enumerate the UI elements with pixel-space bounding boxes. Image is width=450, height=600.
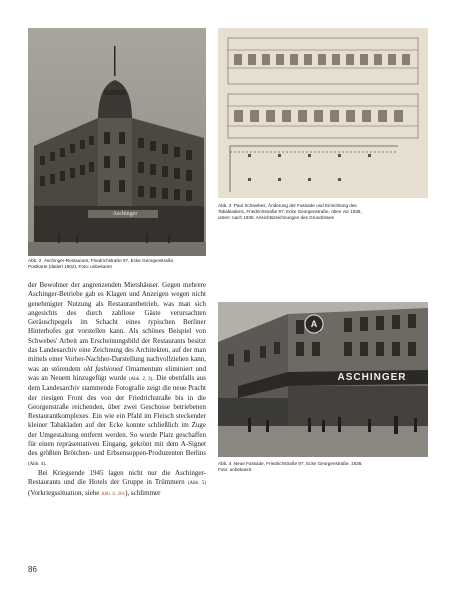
text-run: . Die ebenfalls aus dem Landesarchiv stammende Fotografie zeigt die neue Pracht der riesigen Front des von der Friedrichstraße bis in die Georgenstraße reichenden, über zwei Geschosse betriebenen Restaurantkomplexes. Ein wie ein Pfahl im Fleisch steckender kleiner Tabakladen auf der Ecke konnte schließlich im Zuge der Umgestaltung entfernt werden. So wurde Platz geschaffen für einen repräsentativen Eingang, gekrönt mit dem A-Signet des größten Brötchen- und Erbsensuppen-Produzenten Berlins [28, 373, 206, 458]
figure-reference: (Abb. 2, 3) [128, 376, 153, 382]
figure-label: Abb. 3 [218, 203, 232, 208]
aschinger-sign-text: ASCHINGER [337, 372, 407, 383]
figure-abb4-caption [218, 461, 428, 473]
text-run: der Bewohner der angrenzenden Mietshäuser. Gegen mehrere Aschinger-Betriebe gab es Klagen und Anzeigen wegen nicht genehmigter Nutzung als Restaurantbetrieb, was man sich angesichts des durch zahllose Gäste verursachten Geräuschpegels im Schacht eines typischen Berliner Hinterhofes gut vorstellen kann. Als schönes Beispiel von Schwebes' Arbeit am Erscheinungsbild der Restaurants besitzt das Landesarchiv eine Zeichnung des Architekten, auf der man mittels einer Vorher-Nachher-Darstellung nachvollziehen kann, was an störendem [28, 281, 206, 373]
text-run: ), schlimmer [125, 488, 161, 497]
shop-sign-text: Aschinger [112, 211, 138, 217]
figure-label: Abb. 2 [28, 258, 42, 263]
caption-text: Paul Schwebes, Änderung der Fassade und Einrichtung des Tabakladens, Friedrichstraße 97, Ecke Georgenstraße, oben vor 1936, unten: nach 1936, Ansichtszeichnungen des Grundrisses [218, 203, 362, 220]
page-reference-link[interactable]: Abb. S. 201 [101, 491, 126, 497]
aschinger-logo: A [310, 319, 318, 329]
figure-abb4-photo [218, 302, 428, 457]
text-run: Ornamentum eliminiert und was an Neuem hinzugefügt wurde [28, 364, 207, 382]
text-run: . [44, 458, 47, 467]
figure-abb3-drawing [218, 28, 428, 198]
figure-reference: (Abb. 5) [187, 481, 206, 487]
italic-term: old fashioned [83, 364, 123, 373]
text-run: Bei Kriegsende 1945 lagen nicht nur die Aschinger-Restaurants und die Hotels der Gruppe in Trümmern [28, 468, 206, 487]
figure-abb2-photo [28, 28, 206, 256]
figure-reference: (Abb. 4) [28, 461, 45, 467]
page-number: 86 [28, 565, 37, 574]
caption-text: Aschinger-Restaurant, Friedrichstraße 97, Ecke Georgenstraße, Postkarte (datiert 1902). Foto: unbekannt [28, 258, 175, 269]
caption-text: Neue Fassade, Friedrichstraße 97, Ecke Georgenstraße, 1936. Foto: unbekannt [218, 461, 363, 472]
figure-abb3-caption [218, 203, 428, 220]
body-text [28, 281, 206, 499]
figure-abb2-caption [28, 258, 206, 270]
figure-label: Abb. 4 [218, 461, 232, 466]
paragraph-1 [28, 281, 206, 469]
text-run: (Vorkriegssituation, siehe [28, 488, 102, 497]
paragraph-2 [28, 469, 206, 499]
